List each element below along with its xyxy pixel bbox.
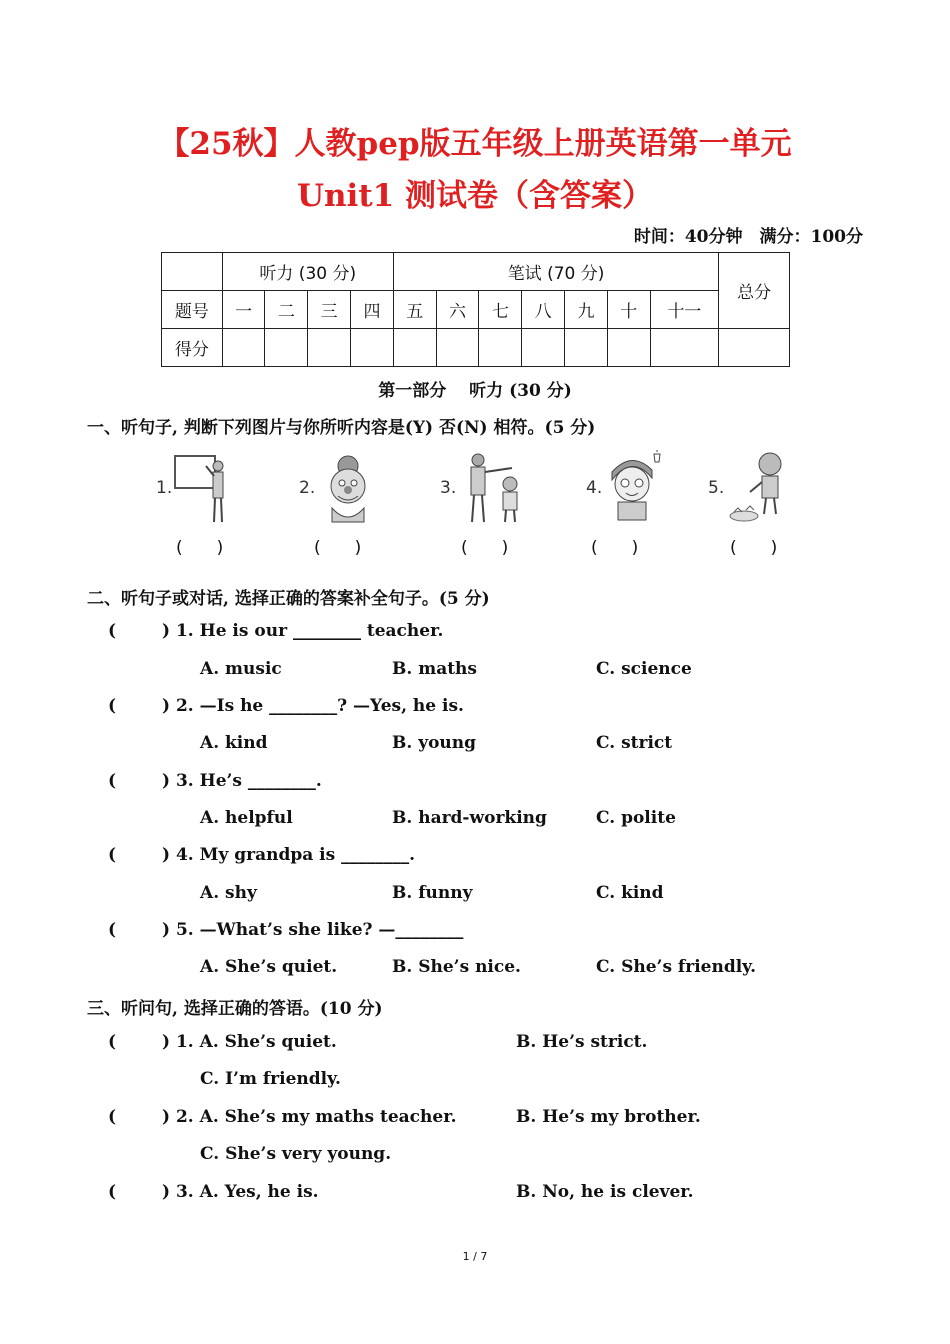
title-line-2: Unit1 测试卷（含答案） [296,178,654,214]
score-cell[interactable] [479,329,522,367]
answer-paren[interactable]: ( ) [591,538,639,558]
question-stem: ) 2. —Is he ________? —Yes, he is. [162,696,464,716]
row-label-score: 得分 [162,329,223,367]
option-c[interactable]: C. She’s very young. [200,1144,392,1164]
option-a[interactable]: A. helpful [200,808,293,828]
question-stem: ) 1. He is our ________ teacher. [162,621,444,641]
option-b[interactable]: B. maths [392,659,477,679]
answer-paren-open[interactable]: ( [108,621,117,641]
answer-paren-open[interactable]: ( [108,920,117,940]
total-header: 总分 [719,253,790,329]
option-a[interactable]: A. She’s quiet. [200,957,338,977]
section3-instruction: 三、听问句, 选择正确的答语。(10 分) [87,999,383,1019]
section-number-cell: 十 [607,291,650,329]
option-b[interactable]: B. She’s nice. [392,957,521,977]
picture-number: 1. [156,478,173,498]
score-cell[interactable] [607,329,650,367]
boy-with-leaves-icon [726,450,790,526]
score-cell[interactable] [522,329,565,367]
section-number-cell: 一 [222,291,265,329]
option-b[interactable]: B. He’s strict. [516,1032,648,1052]
option-b[interactable]: B. He’s my brother. [516,1107,701,1127]
question-stem: ) 4. My grandpa is ________. [162,845,416,865]
question-stem: ) 5. —What’s she like? —________ [162,920,464,940]
section-number-cell: 七 [479,291,522,329]
time-info: 时间：40分钟 满分：100分 [633,227,863,247]
score-cell[interactable] [308,329,351,367]
answer-paren-open[interactable]: ( [108,1182,117,1202]
section-number-cell: 四 [351,291,394,329]
section-number-cell: 十一 [650,291,719,329]
score-table-corner [162,253,223,291]
clown-icon [316,452,380,526]
question-stem: ) 3. He’s ________. [162,771,322,791]
picture-number: 2. [299,478,316,498]
score-cell[interactable] [650,329,719,367]
section-number-cell: 九 [565,291,608,329]
score-cell[interactable] [351,329,394,367]
score-cell[interactable] [565,329,608,367]
option-b[interactable]: B. young [392,733,477,753]
section-number-cell: 三 [308,291,351,329]
option-a[interactable]: A. shy [200,883,257,903]
section-number-cell: 五 [393,291,436,329]
option-b[interactable]: B. No, he is clever. [516,1182,694,1202]
section1-instruction: 一、听句子, 判断下列图片与你所听内容是(Y) 否(N) 相符。(5 分) [87,418,596,438]
section-number-cell: 二 [265,291,308,329]
score-cell[interactable] [222,329,265,367]
score-cell[interactable] [393,329,436,367]
total-score-cell[interactable] [719,329,790,367]
answer-paren[interactable]: ( ) [730,538,778,558]
writing-header: 笔试 (70 分) [393,253,718,291]
answer-paren-open[interactable]: ( [108,696,117,716]
score-cell[interactable] [265,329,308,367]
option-c[interactable]: C. I’m friendly. [200,1069,341,1089]
question-stem: ) 2. A. She’s my maths teacher. [162,1107,457,1127]
answer-paren[interactable]: ( ) [314,538,362,558]
picture-number: 4. [586,478,603,498]
answer-paren-open[interactable]: ( [108,1107,117,1127]
section-number-cell: 八 [522,291,565,329]
option-c[interactable]: C. science [596,659,692,679]
title-line-1: 【25秋】人教pep版五年级上册英语第一单元 [158,126,792,162]
answer-paren-open[interactable]: ( [108,1032,117,1052]
option-b[interactable]: B. funny [392,883,473,903]
option-a[interactable]: A. music [200,659,282,679]
page-number: 1 / 7 [462,1250,488,1263]
option-c[interactable]: C. kind [596,883,664,903]
answer-paren-open[interactable]: ( [108,771,117,791]
listening-header: 听力 (30 分) [222,253,393,291]
picture-number: 5. [708,478,725,498]
question-stem: ) 3. A. Yes, he is. [162,1182,319,1202]
answer-paren-open[interactable]: ( [108,845,117,865]
option-c[interactable]: C. She’s friendly. [596,957,757,977]
answer-paren[interactable]: ( ) [461,538,509,558]
man-and-boy-icon [460,450,528,526]
option-c[interactable]: C. polite [596,808,676,828]
teacher-at-board-icon [172,452,236,526]
section2-instruction: 二、听句子或对话, 选择正确的答案补全句子。(5 分) [87,589,490,609]
row-label-number: 题号 [162,291,223,329]
section-number-cell: 六 [436,291,479,329]
option-c[interactable]: C. strict [596,733,673,753]
option-a[interactable]: A. kind [200,733,268,753]
answer-paren[interactable]: ( ) [176,538,224,558]
picture-number: 3. [440,478,457,498]
question-stem: ) 1. A. She’s quiet. [162,1032,337,1052]
part1-heading: 第一部分 听力 (30 分) [378,381,572,401]
girl-idea-icon [604,450,666,524]
score-cell[interactable] [436,329,479,367]
option-b[interactable]: B. hard-working [392,808,547,828]
score-table [161,252,790,367]
